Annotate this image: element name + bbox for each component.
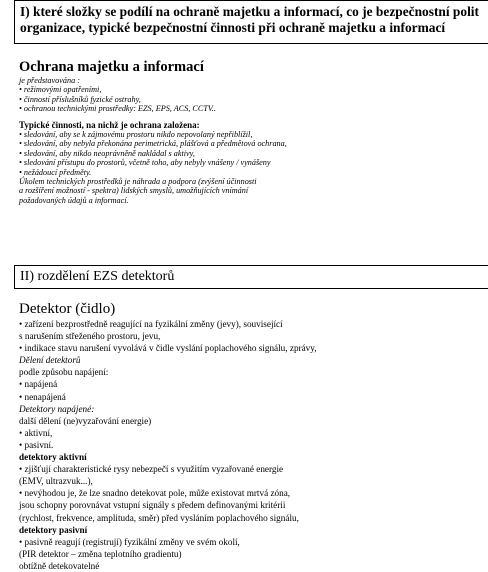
text-line: s narušením střeženého prostoru, jevu, xyxy=(19,331,161,342)
section-2-heading: Detektor (čidlo) xyxy=(19,301,116,317)
text-line: (rychlost, frekvence, amplituda, směr) před vysláním poplachového signálu, xyxy=(19,512,299,523)
section-1-heading: Ochrana majetku a informací xyxy=(19,59,204,75)
text-line: podle způsobu napájení: xyxy=(19,367,109,378)
text-line: • pasivní. xyxy=(19,439,54,450)
text-line: Dělení detektorů xyxy=(19,355,81,366)
text-line: • aktivní, xyxy=(19,427,53,438)
text-line: • zjišťují charakteristické rysy nebezpečí s využitím vyzařované energie xyxy=(19,464,284,475)
list-item: • sledování, aby se k zájmovému prostoru nikdo nepovolaný nepřiblížil, xyxy=(19,130,253,140)
text-line: Detektory napájené: xyxy=(19,403,95,414)
text-line: další dělení (ne)vyzařování energie) xyxy=(19,415,152,426)
section-1-intro: je představována : xyxy=(19,76,80,85)
list-item: • činností příslušníků fyzické ostrahy, xyxy=(19,94,141,104)
section-1-subheading: Typické činnosti, na nichž je ochrana založena: xyxy=(19,119,200,130)
list-item: • sledování, aby nikdo neoprávněně nakládal s aktivy, xyxy=(19,148,195,158)
list-item: • sledování přístupu do prostorů, včetně toho, aby nebyly vnášeny / vynášeny xyxy=(19,158,271,168)
text-line: • zařízení bezprostředně reagující na fyzikální změny (jevy), související xyxy=(19,319,283,329)
list-item: • nežádoucí předměty. xyxy=(19,167,92,177)
section-1-title-line-1: I) které složky se podílí na ochraně majetku a informací, co je bezpečnostní polit xyxy=(20,4,479,19)
text-line: (PIR detektor – změna teplotního gradientu) xyxy=(19,548,182,559)
text-line: detektory aktivní xyxy=(19,452,87,463)
text-line: a rozšíření možností - spektra) lidských smyslů, umožňujících vnímání xyxy=(19,186,249,196)
section-2-title-box xyxy=(14,265,488,289)
section-1-title-line-2: organizace, typické bezpečnostní činnosti při ochraně majetku a informací xyxy=(20,20,446,35)
section-2-title: II) rozdělení EZS detektorů xyxy=(20,269,175,284)
list-item: • sledování, aby nebyla překonána perimetrická, plášťová a předmětová ochrana, xyxy=(19,139,287,149)
text-line: • pasivně reagují (registrují) fyzikální změny ve svém okolí, xyxy=(19,536,240,547)
section-1-title-box xyxy=(14,0,488,44)
text-line: (EMV, ultrazvuk...), xyxy=(19,476,93,487)
section-1-body xyxy=(19,59,484,205)
list-item: • ochranou technickými prostředky: EZS, EPS, ACS, CCTV.. xyxy=(19,104,216,114)
text-line: detektory pasivní xyxy=(19,524,88,535)
text-line: • nevýhodou je, že lze snadno detekovat pole, může existovat mrtvá zóna, xyxy=(19,488,291,499)
text-line: • indikace stavu narušení vyvolává v čidle vyslání poplachového signálu, zprávy, xyxy=(19,343,317,354)
text-line: požadovaných údajů a informací. xyxy=(19,195,129,205)
text-line: • nenapájená xyxy=(19,391,66,402)
list-item: • režimovými opatřeními, xyxy=(19,85,102,95)
text-line: • napájená xyxy=(19,379,58,390)
text-line: obtížně detekovatelné xyxy=(19,560,100,571)
text-line: jsou schopny porovnávat vstupní signály s předem definovanými kritérii xyxy=(19,500,286,511)
text-line: Úkolem technických prostředků je náhrada a podpora (zvýšení účinnosti xyxy=(19,177,257,187)
section-2-body xyxy=(19,300,484,572)
